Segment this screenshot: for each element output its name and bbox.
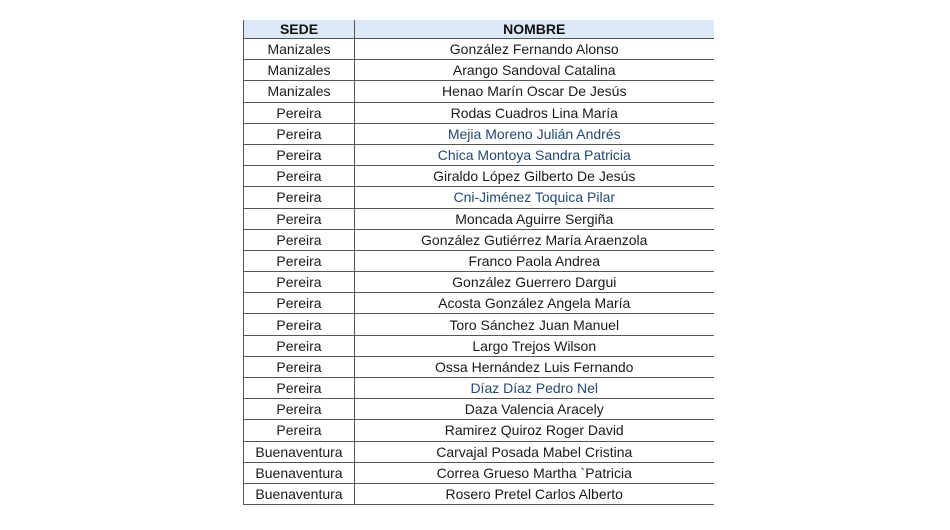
cell-sede: Manizales <box>244 60 355 81</box>
cell-nombre: Ossa Hernández Luis Fernando <box>355 356 714 377</box>
table-row <box>244 102 714 123</box>
table-row <box>244 81 714 102</box>
table-row <box>244 356 714 377</box>
cell-nombre: Mejia Moreno Julián Andrés <box>355 123 714 144</box>
cell-nombre: Correa Grueso Martha `Patricia <box>355 462 714 483</box>
table-row <box>244 166 714 187</box>
table-row <box>244 314 714 335</box>
table-row <box>244 250 714 271</box>
table-row <box>244 420 714 441</box>
cell-nombre: Acosta González Angela María <box>355 293 714 314</box>
cell-sede: Pereira <box>244 123 355 144</box>
cell-sede: Buenaventura <box>244 483 355 504</box>
table-header-row <box>244 20 714 39</box>
cell-sede: Pereira <box>244 293 355 314</box>
table-row <box>244 293 714 314</box>
cell-nombre: Arango Sandoval Catalina <box>355 60 714 81</box>
cell-sede: Buenaventura <box>244 462 355 483</box>
column-header-sede: SEDE <box>244 20 355 39</box>
cell-nombre: Largo Trejos Wilson <box>355 335 714 356</box>
cell-nombre: Daza Valencia Aracely <box>355 399 714 420</box>
table-row <box>244 378 714 399</box>
table-row <box>244 441 714 462</box>
cell-sede: Manizales <box>244 81 355 102</box>
cell-nombre: Toro Sánchez Juan Manuel <box>355 314 714 335</box>
cell-sede: Pereira <box>244 272 355 293</box>
cell-sede: Manizales <box>244 39 355 60</box>
table-row <box>244 272 714 293</box>
table-row <box>244 229 714 250</box>
cell-sede: Pereira <box>244 229 355 250</box>
table-row <box>244 39 714 60</box>
cell-sede: Pereira <box>244 378 355 399</box>
cell-nombre: González Fernando Alonso <box>355 39 714 60</box>
cell-nombre: Díaz Díaz Pedro Nel <box>355 378 714 399</box>
cell-sede: Pereira <box>244 144 355 165</box>
cell-nombre: Henao Marín Oscar De Jesús <box>355 81 714 102</box>
cell-sede: Pereira <box>244 314 355 335</box>
column-header-nombre: NOMBRE <box>355 20 714 39</box>
cell-sede: Buenaventura <box>244 441 355 462</box>
table-row <box>244 208 714 229</box>
cell-sede: Pereira <box>244 166 355 187</box>
table-row <box>244 462 714 483</box>
cell-sede: Pereira <box>244 250 355 271</box>
cell-sede: Pereira <box>244 187 355 208</box>
table-row <box>244 60 714 81</box>
cell-nombre: Rosero Pretel Carlos Alberto <box>355 483 714 504</box>
cell-sede: Pereira <box>244 420 355 441</box>
cell-sede: Pereira <box>244 335 355 356</box>
table-row <box>244 335 714 356</box>
cell-nombre: Giraldo López Gilberto De Jesús <box>355 166 714 187</box>
cell-nombre: Moncada Aguirre Sergiña <box>355 208 714 229</box>
cell-sede: Pereira <box>244 102 355 123</box>
cell-nombre: Franco Paola Andrea <box>355 250 714 271</box>
table-row <box>244 399 714 420</box>
table-body <box>244 39 714 505</box>
spreadsheet-region <box>243 20 713 505</box>
cell-sede: Pereira <box>244 208 355 229</box>
cell-nombre: Chica Montoya Sandra Patricia <box>355 144 714 165</box>
sede-nombre-table <box>243 20 714 505</box>
cell-sede: Pereira <box>244 399 355 420</box>
cell-nombre: Cni-Jiménez Toquica Pilar <box>355 187 714 208</box>
table-row <box>244 483 714 504</box>
cell-nombre: Carvajal Posada Mabel Cristina <box>355 441 714 462</box>
cell-nombre: González Gutiérrez María Araenzola <box>355 229 714 250</box>
table-row <box>244 123 714 144</box>
table-row <box>244 187 714 208</box>
table-row <box>244 144 714 165</box>
cell-nombre: Rodas Cuadros Lina María <box>355 102 714 123</box>
cell-nombre: Ramirez Quiroz Roger David <box>355 420 714 441</box>
cell-nombre: González Guerrero Dargui <box>355 272 714 293</box>
cell-sede: Pereira <box>244 356 355 377</box>
